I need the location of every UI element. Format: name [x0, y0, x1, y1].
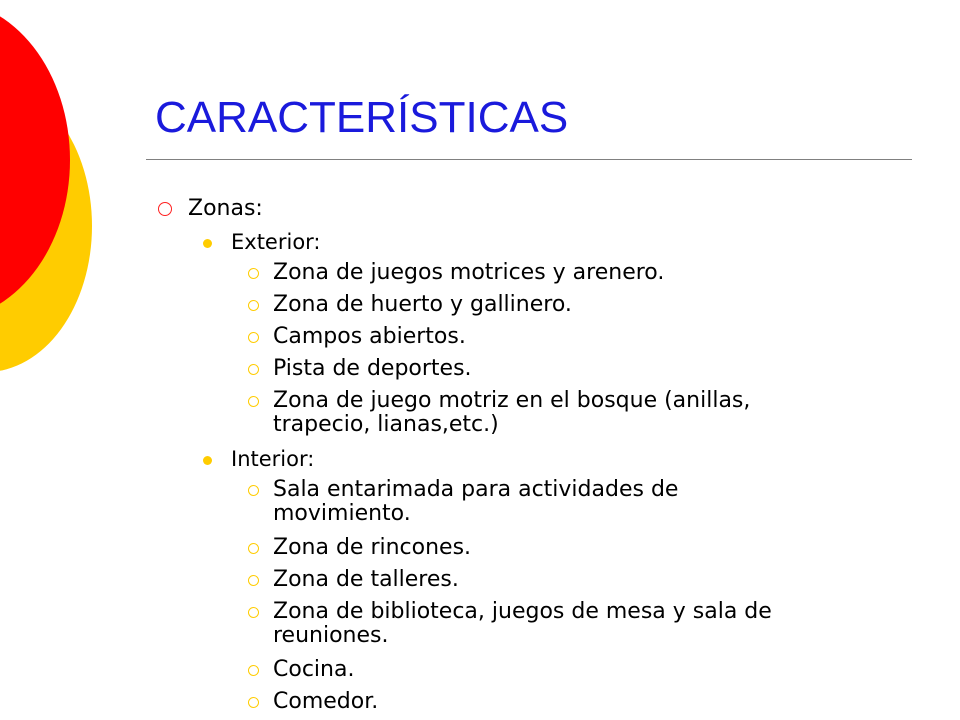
ring-bullet-icon	[248, 268, 259, 279]
circle-bullet-icon	[158, 202, 172, 216]
ring-bullet-icon	[248, 575, 259, 586]
ring-bullet-icon	[248, 332, 259, 343]
ring-bullet-icon	[248, 396, 259, 407]
list-item-zonas: Zonas:	[188, 196, 263, 221]
list-item: Cocina.	[273, 657, 355, 682]
dot-bullet-icon	[203, 239, 212, 248]
list-item-continuation: movimiento.	[273, 501, 411, 526]
list-item-interior: Interior:	[231, 447, 315, 471]
ring-bullet-icon	[248, 300, 259, 311]
list-item: Sala entarimada para actividades de	[273, 477, 679, 502]
ring-bullet-icon	[248, 665, 259, 676]
list-item: Zona de talleres.	[273, 567, 459, 592]
list-item: Zona de juego motriz en el bosque (anillas,	[273, 388, 751, 413]
list-item-continuation: trapecio, lianas,etc.)	[273, 412, 499, 437]
list-item-continuation: reuniones.	[273, 623, 389, 648]
ring-bullet-icon	[248, 607, 259, 618]
list-item: Comedor.	[273, 689, 379, 714]
ring-bullet-icon	[248, 543, 259, 554]
list-item: Zona de rincones.	[273, 535, 472, 560]
ring-bullet-icon	[248, 485, 259, 496]
dot-bullet-icon	[203, 456, 212, 465]
list-item-exterior: Exterior:	[231, 230, 321, 254]
list-item: Zona de huerto y gallinero.	[273, 292, 572, 317]
ring-bullet-icon	[248, 364, 259, 375]
list-item: Campos abiertos.	[273, 324, 466, 349]
ring-bullet-icon	[248, 697, 259, 708]
slide-title: CARACTERÍSTICAS	[155, 93, 569, 142]
list-item: Zona de juegos motrices y arenero.	[273, 260, 665, 285]
list-item: Pista de deportes.	[273, 356, 472, 381]
list-item: Zona de biblioteca, juegos de mesa y sala de	[273, 599, 772, 624]
